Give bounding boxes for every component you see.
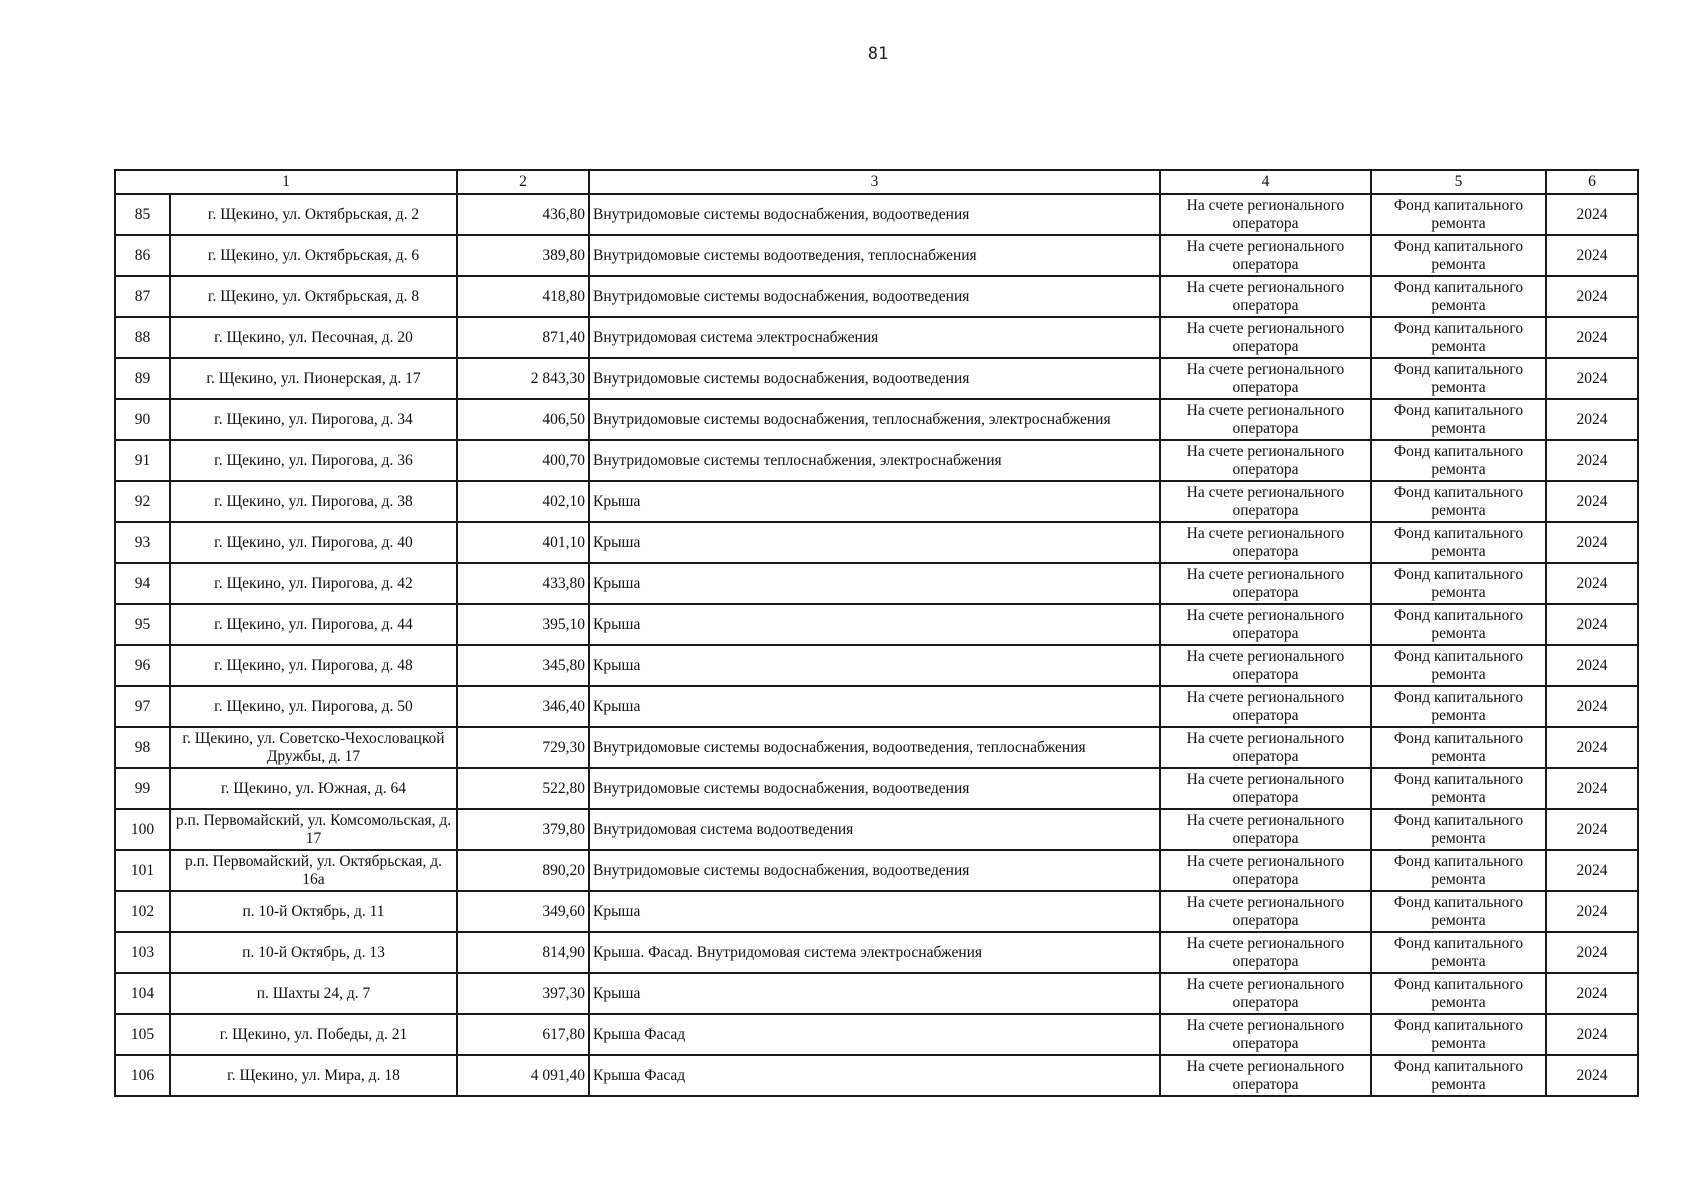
table-body — [115, 194, 1638, 1096]
year-cell: 2024 — [1546, 235, 1638, 276]
address-cell: р.п. Первомайский, ул. Комсомольская, д. 17 — [170, 809, 457, 850]
row-number: 104 — [115, 973, 170, 1014]
row-number: 92 — [115, 481, 170, 522]
funding-source-cell: Фонд капитального ремонта — [1371, 850, 1546, 891]
funding-source-cell: Фонд капитального ремонта — [1371, 604, 1546, 645]
row-number: 94 — [115, 563, 170, 604]
account-cell: На счете регионального оператора — [1160, 317, 1371, 358]
address-cell: г. Щекино, ул. Октябрьская, д. 6 — [170, 235, 457, 276]
funding-source-cell: Фонд капитального ремонта — [1371, 481, 1546, 522]
works-cell: Крыша — [589, 973, 1160, 1014]
address-cell: г. Щекино, ул. Пирогова, д. 34 — [170, 399, 457, 440]
account-cell: На счете регионального оператора — [1160, 891, 1371, 932]
area-cell: 4 091,40 — [457, 1055, 589, 1096]
table-row — [115, 891, 1638, 932]
area-cell: 418,80 — [457, 276, 589, 317]
funding-source-cell: Фонд капитального ремонта — [1371, 686, 1546, 727]
table-row — [115, 727, 1638, 768]
works-cell: Крыша — [589, 686, 1160, 727]
year-cell: 2024 — [1546, 481, 1638, 522]
funding-source-cell: Фонд капитального ремонта — [1371, 727, 1546, 768]
funding-source-cell: Фонд капитального ремонта — [1371, 932, 1546, 973]
address-cell: г. Щекино, ул. Мира, д. 18 — [170, 1055, 457, 1096]
row-number: 93 — [115, 522, 170, 563]
funding-source-cell: Фонд капитального ремонта — [1371, 358, 1546, 399]
area-cell: 814,90 — [457, 932, 589, 973]
account-cell: На счете регионального оператора — [1160, 440, 1371, 481]
page-number: 81 — [867, 44, 889, 64]
table-row — [115, 440, 1638, 481]
year-cell: 2024 — [1546, 932, 1638, 973]
column-header: 4 — [1160, 170, 1371, 194]
header-row — [115, 170, 1638, 194]
year-cell: 2024 — [1546, 1055, 1638, 1096]
works-cell: Внутридомовые системы водоснабжения, теплоснабжения, электроснабжения — [589, 399, 1160, 440]
address-cell: г. Щекино, ул. Пирогова, д. 50 — [170, 686, 457, 727]
column-header: 1 — [115, 170, 457, 194]
year-cell: 2024 — [1546, 522, 1638, 563]
area-cell: 617,80 — [457, 1014, 589, 1055]
funding-source-cell: Фонд капитального ремонта — [1371, 399, 1546, 440]
table-row — [115, 932, 1638, 973]
table-row — [115, 276, 1638, 317]
year-cell: 2024 — [1546, 727, 1638, 768]
works-cell: Внутридомовые системы водоотведения, теплоснабжения — [589, 235, 1160, 276]
funding-source-cell: Фонд капитального ремонта — [1371, 194, 1546, 235]
works-cell: Внутридомовая система электроснабжения — [589, 317, 1160, 358]
row-number: 103 — [115, 932, 170, 973]
area-cell: 871,40 — [457, 317, 589, 358]
funding-source-cell: Фонд капитального ремонта — [1371, 440, 1546, 481]
works-cell: Внутридомовые системы водоснабжения, водоотведения — [589, 276, 1160, 317]
table-row — [115, 850, 1638, 891]
account-cell: На счете регионального оператора — [1160, 481, 1371, 522]
row-number: 89 — [115, 358, 170, 399]
area-cell: 402,10 — [457, 481, 589, 522]
row-number: 90 — [115, 399, 170, 440]
funding-source-cell: Фонд капитального ремонта — [1371, 522, 1546, 563]
works-cell: Внутридомовые системы водоснабжения, водоотведения — [589, 850, 1160, 891]
address-cell: п. Шахты 24, д. 7 — [170, 973, 457, 1014]
year-cell: 2024 — [1546, 1014, 1638, 1055]
column-header: 2 — [457, 170, 589, 194]
address-cell: п. 10-й Октябрь, д. 11 — [170, 891, 457, 932]
account-cell: На счете регионального оператора — [1160, 850, 1371, 891]
area-cell: 345,80 — [457, 645, 589, 686]
works-cell: Крыша Фасад — [589, 1055, 1160, 1096]
year-cell: 2024 — [1546, 358, 1638, 399]
row-number: 86 — [115, 235, 170, 276]
funding-source-cell: Фонд капитального ремонта — [1371, 276, 1546, 317]
funding-source-cell: Фонд капитального ремонта — [1371, 645, 1546, 686]
funding-source-cell: Фонд капитального ремонта — [1371, 768, 1546, 809]
column-header: 3 — [589, 170, 1160, 194]
year-cell: 2024 — [1546, 809, 1638, 850]
table-row — [115, 973, 1638, 1014]
year-cell: 2024 — [1546, 440, 1638, 481]
row-number: 99 — [115, 768, 170, 809]
row-number: 91 — [115, 440, 170, 481]
table-row — [115, 235, 1638, 276]
account-cell: На счете регионального оператора — [1160, 645, 1371, 686]
funding-source-cell: Фонд капитального ремонта — [1371, 1014, 1546, 1055]
year-cell: 2024 — [1546, 276, 1638, 317]
account-cell: На счете регионального оператора — [1160, 1014, 1371, 1055]
works-cell: Крыша — [589, 604, 1160, 645]
table-row — [115, 1014, 1638, 1055]
area-cell: 401,10 — [457, 522, 589, 563]
table-row — [115, 481, 1638, 522]
address-cell: г. Щекино, ул. Пирогова, д. 38 — [170, 481, 457, 522]
works-cell: Крыша — [589, 563, 1160, 604]
address-cell: г. Щекино, ул. Октябрьская, д. 8 — [170, 276, 457, 317]
table-row — [115, 563, 1638, 604]
funding-source-cell: Фонд капитального ремонта — [1371, 235, 1546, 276]
address-cell: г. Щекино, ул. Октябрьская, д. 2 — [170, 194, 457, 235]
account-cell: На счете регионального оператора — [1160, 563, 1371, 604]
area-cell: 379,80 — [457, 809, 589, 850]
table-row — [115, 686, 1638, 727]
funding-source-cell: Фонд капитального ремонта — [1371, 1055, 1546, 1096]
area-cell: 406,50 — [457, 399, 589, 440]
account-cell: На счете регионального оператора — [1160, 686, 1371, 727]
area-cell: 436,80 — [457, 194, 589, 235]
address-cell: г. Щекино, ул. Пирогова, д. 36 — [170, 440, 457, 481]
works-cell: Внутридомовые системы водоснабжения, водоотведения — [589, 768, 1160, 809]
year-cell: 2024 — [1546, 645, 1638, 686]
area-cell: 400,70 — [457, 440, 589, 481]
row-number: 87 — [115, 276, 170, 317]
works-cell: Внутридомовая система водоотведения — [589, 809, 1160, 850]
account-cell: На счете регионального оператора — [1160, 276, 1371, 317]
row-number: 88 — [115, 317, 170, 358]
table-row — [115, 1055, 1638, 1096]
works-cell: Крыша Фасад — [589, 1014, 1160, 1055]
year-cell: 2024 — [1546, 850, 1638, 891]
table-row — [115, 522, 1638, 563]
address-cell: г. Щекино, ул. Советско-Чехословацкой Дружбы, д. 17 — [170, 727, 457, 768]
works-cell: Крыша. Фасад. Внутридомовая система электроснабжения — [589, 932, 1160, 973]
account-cell: На счете регионального оператора — [1160, 399, 1371, 440]
address-cell: р.п. Первомайский, ул. Октябрьская, д. 16а — [170, 850, 457, 891]
table-row — [115, 399, 1638, 440]
address-cell: г. Щекино, ул. Пирогова, д. 44 — [170, 604, 457, 645]
row-number: 101 — [115, 850, 170, 891]
area-cell: 890,20 — [457, 850, 589, 891]
row-number: 105 — [115, 1014, 170, 1055]
account-cell: На счете регионального оператора — [1160, 727, 1371, 768]
area-cell: 389,80 — [457, 235, 589, 276]
works-cell: Крыша — [589, 891, 1160, 932]
account-cell: На счете регионального оператора — [1160, 522, 1371, 563]
year-cell: 2024 — [1546, 399, 1638, 440]
address-cell: г. Щекино, ул. Победы, д. 21 — [170, 1014, 457, 1055]
account-cell: На счете регионального оператора — [1160, 194, 1371, 235]
account-cell: На счете регионального оператора — [1160, 809, 1371, 850]
works-cell: Крыша — [589, 645, 1160, 686]
area-cell: 349,60 — [457, 891, 589, 932]
works-cell: Внутридомовые системы водоснабжения, водоотведения, теплоснабжения — [589, 727, 1160, 768]
funding-source-cell: Фонд капитального ремонта — [1371, 563, 1546, 604]
works-cell: Крыша — [589, 481, 1160, 522]
year-cell: 2024 — [1546, 891, 1638, 932]
table-row — [115, 768, 1638, 809]
year-cell: 2024 — [1546, 317, 1638, 358]
address-cell: г. Щекино, ул. Песочная, д. 20 — [170, 317, 457, 358]
year-cell: 2024 — [1546, 604, 1638, 645]
address-cell: г. Щекино, ул. Пирогова, д. 40 — [170, 522, 457, 563]
funding-source-cell: Фонд капитального ремонта — [1371, 809, 1546, 850]
row-number: 98 — [115, 727, 170, 768]
account-cell: На счете регионального оператора — [1160, 235, 1371, 276]
address-cell: г. Щекино, ул. Пирогова, д. 48 — [170, 645, 457, 686]
account-cell: На счете регионального оператора — [1160, 932, 1371, 973]
table-row — [115, 317, 1638, 358]
table-row — [115, 809, 1638, 850]
column-header: 5 — [1371, 170, 1546, 194]
row-number: 106 — [115, 1055, 170, 1096]
address-cell: п. 10-й Октябрь, д. 13 — [170, 932, 457, 973]
area-cell: 346,40 — [457, 686, 589, 727]
row-number: 97 — [115, 686, 170, 727]
funding-source-cell: Фонд капитального ремонта — [1371, 317, 1546, 358]
account-cell: На счете регионального оператора — [1160, 1055, 1371, 1096]
works-cell: Внутридомовые системы водоснабжения, водоотведения — [589, 194, 1160, 235]
address-cell: г. Щекино, ул. Пионерская, д. 17 — [170, 358, 457, 399]
works-cell: Внутридомовые системы теплоснабжения, электроснабжения — [589, 440, 1160, 481]
table-row — [115, 604, 1638, 645]
repair-register-table — [114, 169, 1639, 1097]
table-row — [115, 358, 1638, 399]
row-number: 85 — [115, 194, 170, 235]
table-row — [115, 194, 1638, 235]
account-cell: На счете регионального оператора — [1160, 358, 1371, 399]
row-number: 96 — [115, 645, 170, 686]
works-cell: Крыша — [589, 522, 1160, 563]
funding-source-cell: Фонд капитального ремонта — [1371, 891, 1546, 932]
area-cell: 2 843,30 — [457, 358, 589, 399]
year-cell: 2024 — [1546, 194, 1638, 235]
row-number: 100 — [115, 809, 170, 850]
row-number: 102 — [115, 891, 170, 932]
funding-source-cell: Фонд капитального ремонта — [1371, 973, 1546, 1014]
year-cell: 2024 — [1546, 563, 1638, 604]
area-cell: 395,10 — [457, 604, 589, 645]
account-cell: На счете регионального оператора — [1160, 604, 1371, 645]
area-cell: 729,30 — [457, 727, 589, 768]
account-cell: На счете регионального оператора — [1160, 768, 1371, 809]
year-cell: 2024 — [1546, 768, 1638, 809]
table-row — [115, 645, 1638, 686]
area-cell: 397,30 — [457, 973, 589, 1014]
area-cell: 522,80 — [457, 768, 589, 809]
column-header: 6 — [1546, 170, 1638, 194]
year-cell: 2024 — [1546, 973, 1638, 1014]
year-cell: 2024 — [1546, 686, 1638, 727]
area-cell: 433,80 — [457, 563, 589, 604]
address-cell: г. Щекино, ул. Пирогова, д. 42 — [170, 563, 457, 604]
row-number: 95 — [115, 604, 170, 645]
works-cell: Внутридомовые системы водоснабжения, водоотведения — [589, 358, 1160, 399]
account-cell: На счете регионального оператора — [1160, 973, 1371, 1014]
address-cell: г. Щекино, ул. Южная, д. 64 — [170, 768, 457, 809]
